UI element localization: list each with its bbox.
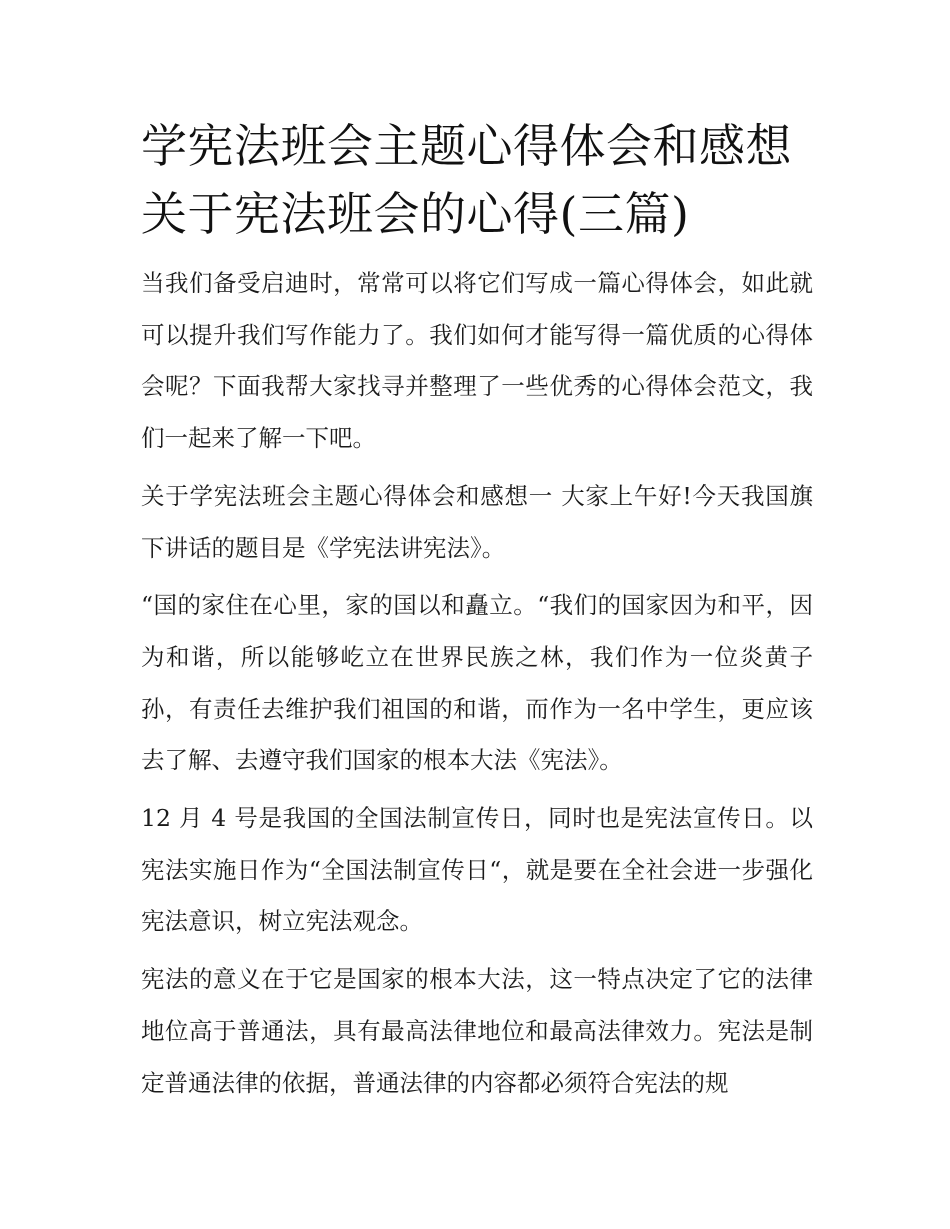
paragraph-dec-4: 12 月 4 号是我国的全国法制宣传日，同时也是宪法宣传日。以宪法实施日作为“全国法制宣传日“，就是要在全社会进一步强化宪法意识，树立宪法观念。 — [141, 804, 813, 936]
paragraph-essay-one-opening: 关于学宪法班会主题心得体会和感想一 大家上午好!今天我国旗下讲话的题目是《学宪法讲宪法》。 — [141, 481, 813, 562]
document-body — [141, 112, 813, 1109]
document-title: 学宪法班会主题心得体会和感想 关于宪法班会的心得(三篇) — [141, 119, 792, 241]
paragraph-constitution-meaning: 宪法的意义在于它是国家的根本大法，这一特点决定了它的法律地位高于普通法，具有最高法律地位和最高法律效力。宪法是制定普通法律的依据，普通法律的内容都必须符合宪法的规 — [141, 965, 813, 1097]
paragraph-quote: “国的家住在心里，家的国以和矗立。“我们的国家因为和平，因为和谐，所以能够屹立在世界民族之林，我们作为一位炎黄子孙，有责任去维护我们祖国的和谐，而作为一名中学生，更应该去了解、去遵守我们国家的根本大法《宪法》。 — [141, 591, 813, 775]
paragraph-intro: 当我们备受启迪时，常常可以将它们写成一篇心得体会，如此就可以提升我们写作能力了。我们如何才能写得一篇优质的心得体会呢？下面我帮大家找寻并整理了一些优秀的心得体会范文，我们一起来了解一下吧。 — [141, 269, 813, 453]
